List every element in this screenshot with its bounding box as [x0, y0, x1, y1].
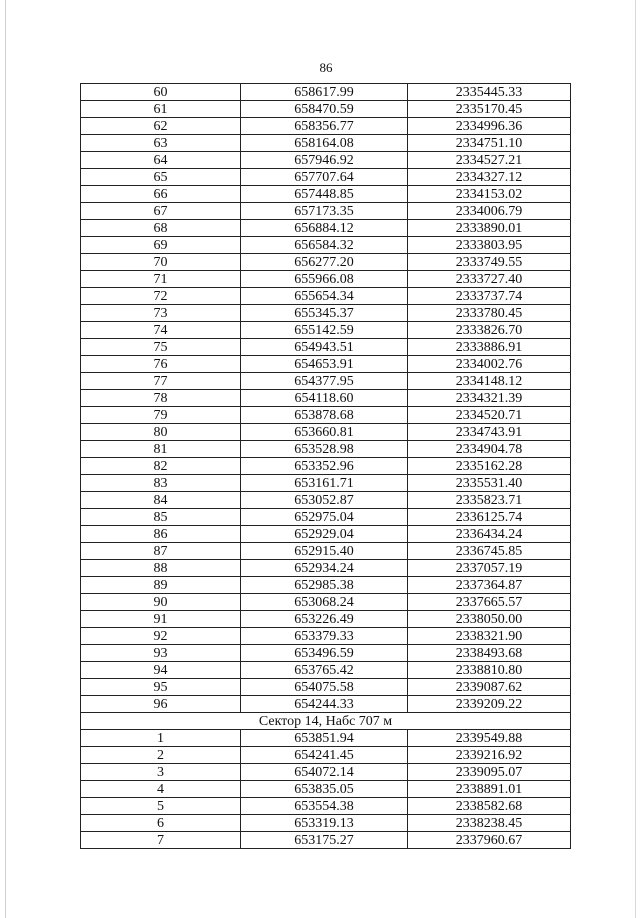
- y-coordinate-cell: 2334006.79: [408, 203, 571, 220]
- table-row: [81, 645, 571, 662]
- point-number-cell: 84: [81, 492, 241, 509]
- x-coordinate-cell: 653528.98: [241, 441, 408, 458]
- x-coordinate-cell: 655142.59: [241, 322, 408, 339]
- y-coordinate-cell: 2333737.74: [408, 288, 571, 305]
- x-coordinate-cell: 654072.14: [241, 764, 408, 781]
- table-row: [81, 407, 571, 424]
- x-coordinate-cell: 652915.40: [241, 543, 408, 560]
- y-coordinate-cell: 2336434.24: [408, 526, 571, 543]
- y-coordinate-cell: 2334321.39: [408, 390, 571, 407]
- y-coordinate-cell: 2339209.22: [408, 696, 571, 713]
- page-number: 86: [319, 60, 333, 75]
- point-number-cell: 87: [81, 543, 241, 560]
- y-coordinate-cell: 2338321.90: [408, 628, 571, 645]
- x-coordinate-cell: 654244.33: [241, 696, 408, 713]
- y-coordinate-cell: 2333886.91: [408, 339, 571, 356]
- x-coordinate-cell: 653660.81: [241, 424, 408, 441]
- table-row: [81, 594, 571, 611]
- point-number-cell: 80: [81, 424, 241, 441]
- coordinates-table-body: [81, 84, 571, 849]
- point-number-cell: 85: [81, 509, 241, 526]
- point-number-cell: 67: [81, 203, 241, 220]
- point-number-cell: 73: [81, 305, 241, 322]
- table-row: [81, 271, 571, 288]
- table-row: [81, 662, 571, 679]
- y-coordinate-cell: 2335531.40: [408, 475, 571, 492]
- x-coordinate-cell: 654653.91: [241, 356, 408, 373]
- y-coordinate-cell: 2333749.55: [408, 254, 571, 271]
- table-row: [81, 747, 571, 764]
- scan-edge-right: [635, 0, 636, 918]
- x-coordinate-cell: 656884.12: [241, 220, 408, 237]
- y-coordinate-cell: 2333803.95: [408, 237, 571, 254]
- table-row: [81, 475, 571, 492]
- y-coordinate-cell: 2333890.01: [408, 220, 571, 237]
- x-coordinate-cell: 658617.99: [241, 84, 408, 101]
- y-coordinate-cell: 2338493.68: [408, 645, 571, 662]
- scan-edge-left: [5, 0, 6, 918]
- table-row: [81, 798, 571, 815]
- x-coordinate-cell: 658356.77: [241, 118, 408, 135]
- table-row: [81, 781, 571, 798]
- table-row: [81, 577, 571, 594]
- section-header-row: [81, 713, 571, 730]
- x-coordinate-cell: 652985.38: [241, 577, 408, 594]
- y-coordinate-cell: 2336125.74: [408, 509, 571, 526]
- x-coordinate-cell: 653068.24: [241, 594, 408, 611]
- y-coordinate-cell: 2334996.36: [408, 118, 571, 135]
- y-coordinate-cell: 2334148.12: [408, 373, 571, 390]
- point-number-cell: 81: [81, 441, 241, 458]
- x-coordinate-cell: 652975.04: [241, 509, 408, 526]
- point-number-cell: 95: [81, 679, 241, 696]
- table-row: [81, 696, 571, 713]
- y-coordinate-cell: 2333826.70: [408, 322, 571, 339]
- table-row: [81, 152, 571, 169]
- x-coordinate-cell: 657448.85: [241, 186, 408, 203]
- table-row: [81, 118, 571, 135]
- point-number-cell: 64: [81, 152, 241, 169]
- y-coordinate-cell: 2337960.67: [408, 832, 571, 849]
- y-coordinate-cell: 2335823.71: [408, 492, 571, 509]
- y-coordinate-cell: 2334520.71: [408, 407, 571, 424]
- x-coordinate-cell: 653496.59: [241, 645, 408, 662]
- table-row: [81, 815, 571, 832]
- y-coordinate-cell: 2334904.78: [408, 441, 571, 458]
- table-row: [81, 832, 571, 849]
- point-number-cell: 68: [81, 220, 241, 237]
- x-coordinate-cell: 656584.32: [241, 237, 408, 254]
- y-coordinate-cell: 2339087.62: [408, 679, 571, 696]
- point-number-cell: 96: [81, 696, 241, 713]
- table-row: [81, 305, 571, 322]
- table-row: [81, 373, 571, 390]
- x-coordinate-cell: 653319.13: [241, 815, 408, 832]
- point-number-cell: 93: [81, 645, 241, 662]
- x-coordinate-cell: 655966.08: [241, 271, 408, 288]
- y-coordinate-cell: 2336745.85: [408, 543, 571, 560]
- point-number-cell: 65: [81, 169, 241, 186]
- table-row: [81, 543, 571, 560]
- point-number-cell: 5: [81, 798, 241, 815]
- point-number-cell: 72: [81, 288, 241, 305]
- y-coordinate-cell: 2339095.07: [408, 764, 571, 781]
- y-coordinate-cell: 2338810.80: [408, 662, 571, 679]
- point-number-cell: 71: [81, 271, 241, 288]
- point-number-cell: 92: [81, 628, 241, 645]
- y-coordinate-cell: 2334751.10: [408, 135, 571, 152]
- point-number-cell: 60: [81, 84, 241, 101]
- y-coordinate-cell: 2338891.01: [408, 781, 571, 798]
- x-coordinate-cell: 654943.51: [241, 339, 408, 356]
- point-number-cell: 69: [81, 237, 241, 254]
- table-row: [81, 356, 571, 373]
- point-number-cell: 79: [81, 407, 241, 424]
- section-label: Сектор 14, Набс 707 м: [81, 713, 571, 730]
- x-coordinate-cell: 653851.94: [241, 730, 408, 747]
- x-coordinate-cell: 653175.27: [241, 832, 408, 849]
- table-row: [81, 730, 571, 747]
- table-row: [81, 203, 571, 220]
- point-number-cell: 89: [81, 577, 241, 594]
- point-number-cell: 75: [81, 339, 241, 356]
- x-coordinate-cell: 653352.96: [241, 458, 408, 475]
- point-number-cell: 94: [81, 662, 241, 679]
- point-number-cell: 66: [81, 186, 241, 203]
- y-coordinate-cell: 2333780.45: [408, 305, 571, 322]
- x-coordinate-cell: 654377.95: [241, 373, 408, 390]
- y-coordinate-cell: 2339549.88: [408, 730, 571, 747]
- point-number-cell: 90: [81, 594, 241, 611]
- point-number-cell: 74: [81, 322, 241, 339]
- point-number-cell: 6: [81, 815, 241, 832]
- x-coordinate-cell: 653835.05: [241, 781, 408, 798]
- point-number-cell: 78: [81, 390, 241, 407]
- y-coordinate-cell: 2339216.92: [408, 747, 571, 764]
- y-coordinate-cell: 2338582.68: [408, 798, 571, 815]
- x-coordinate-cell: 656277.20: [241, 254, 408, 271]
- x-coordinate-cell: 655654.34: [241, 288, 408, 305]
- y-coordinate-cell: 2333727.40: [408, 271, 571, 288]
- point-number-cell: 2: [81, 747, 241, 764]
- point-number-cell: 70: [81, 254, 241, 271]
- table-row: [81, 135, 571, 152]
- table-row: [81, 611, 571, 628]
- y-coordinate-cell: 2337364.87: [408, 577, 571, 594]
- y-coordinate-cell: 2337665.57: [408, 594, 571, 611]
- point-number-cell: 91: [81, 611, 241, 628]
- x-coordinate-cell: 658470.59: [241, 101, 408, 118]
- point-number-cell: 1: [81, 730, 241, 747]
- x-coordinate-cell: 654118.60: [241, 390, 408, 407]
- table-row: [81, 339, 571, 356]
- y-coordinate-cell: 2334002.76: [408, 356, 571, 373]
- y-coordinate-cell: 2334327.12: [408, 169, 571, 186]
- table-row: [81, 288, 571, 305]
- point-number-cell: 77: [81, 373, 241, 390]
- point-number-cell: 4: [81, 781, 241, 798]
- x-coordinate-cell: 657707.64: [241, 169, 408, 186]
- y-coordinate-cell: 2338050.00: [408, 611, 571, 628]
- table-row: [81, 237, 571, 254]
- y-coordinate-cell: 2338238.45: [408, 815, 571, 832]
- y-coordinate-cell: 2334527.21: [408, 152, 571, 169]
- x-coordinate-cell: 653161.71: [241, 475, 408, 492]
- x-coordinate-cell: 658164.08: [241, 135, 408, 152]
- y-coordinate-cell: 2335170.45: [408, 101, 571, 118]
- table-row: [81, 390, 571, 407]
- point-number-cell: 83: [81, 475, 241, 492]
- point-number-cell: 76: [81, 356, 241, 373]
- point-number-cell: 63: [81, 135, 241, 152]
- x-coordinate-cell: 652934.24: [241, 560, 408, 577]
- y-coordinate-cell: 2335445.33: [408, 84, 571, 101]
- point-number-cell: 86: [81, 526, 241, 543]
- point-number-cell: 62: [81, 118, 241, 135]
- table-row: [81, 764, 571, 781]
- x-coordinate-cell: 653878.68: [241, 407, 408, 424]
- table-row: [81, 220, 571, 237]
- table-row: [81, 509, 571, 526]
- x-coordinate-cell: 653554.38: [241, 798, 408, 815]
- y-coordinate-cell: 2334743.91: [408, 424, 571, 441]
- table-row: [81, 424, 571, 441]
- table-row: [81, 679, 571, 696]
- table-row: [81, 458, 571, 475]
- table-row: [81, 254, 571, 271]
- table-row: [81, 628, 571, 645]
- table-row: [81, 441, 571, 458]
- point-number-cell: 7: [81, 832, 241, 849]
- x-coordinate-cell: 657173.35: [241, 203, 408, 220]
- table-row: [81, 492, 571, 509]
- x-coordinate-cell: 657946.92: [241, 152, 408, 169]
- table-row: [81, 560, 571, 577]
- y-coordinate-cell: 2335162.28: [408, 458, 571, 475]
- x-coordinate-cell: 654241.45: [241, 747, 408, 764]
- table-row: [81, 84, 571, 101]
- table-row: [81, 186, 571, 203]
- x-coordinate-cell: 653765.42: [241, 662, 408, 679]
- table-row: [81, 322, 571, 339]
- x-coordinate-cell: 653052.87: [241, 492, 408, 509]
- x-coordinate-cell: 652929.04: [241, 526, 408, 543]
- table-row: [81, 101, 571, 118]
- table-row: [81, 169, 571, 186]
- x-coordinate-cell: 654075.58: [241, 679, 408, 696]
- x-coordinate-cell: 653226.49: [241, 611, 408, 628]
- x-coordinate-cell: 653379.33: [241, 628, 408, 645]
- table-row: [81, 526, 571, 543]
- coordinates-table: [80, 83, 571, 849]
- point-number-cell: 82: [81, 458, 241, 475]
- point-number-cell: 88: [81, 560, 241, 577]
- point-number-cell: 61: [81, 101, 241, 118]
- x-coordinate-cell: 655345.37: [241, 305, 408, 322]
- y-coordinate-cell: 2337057.19: [408, 560, 571, 577]
- y-coordinate-cell: 2334153.02: [408, 186, 571, 203]
- point-number-cell: 3: [81, 764, 241, 781]
